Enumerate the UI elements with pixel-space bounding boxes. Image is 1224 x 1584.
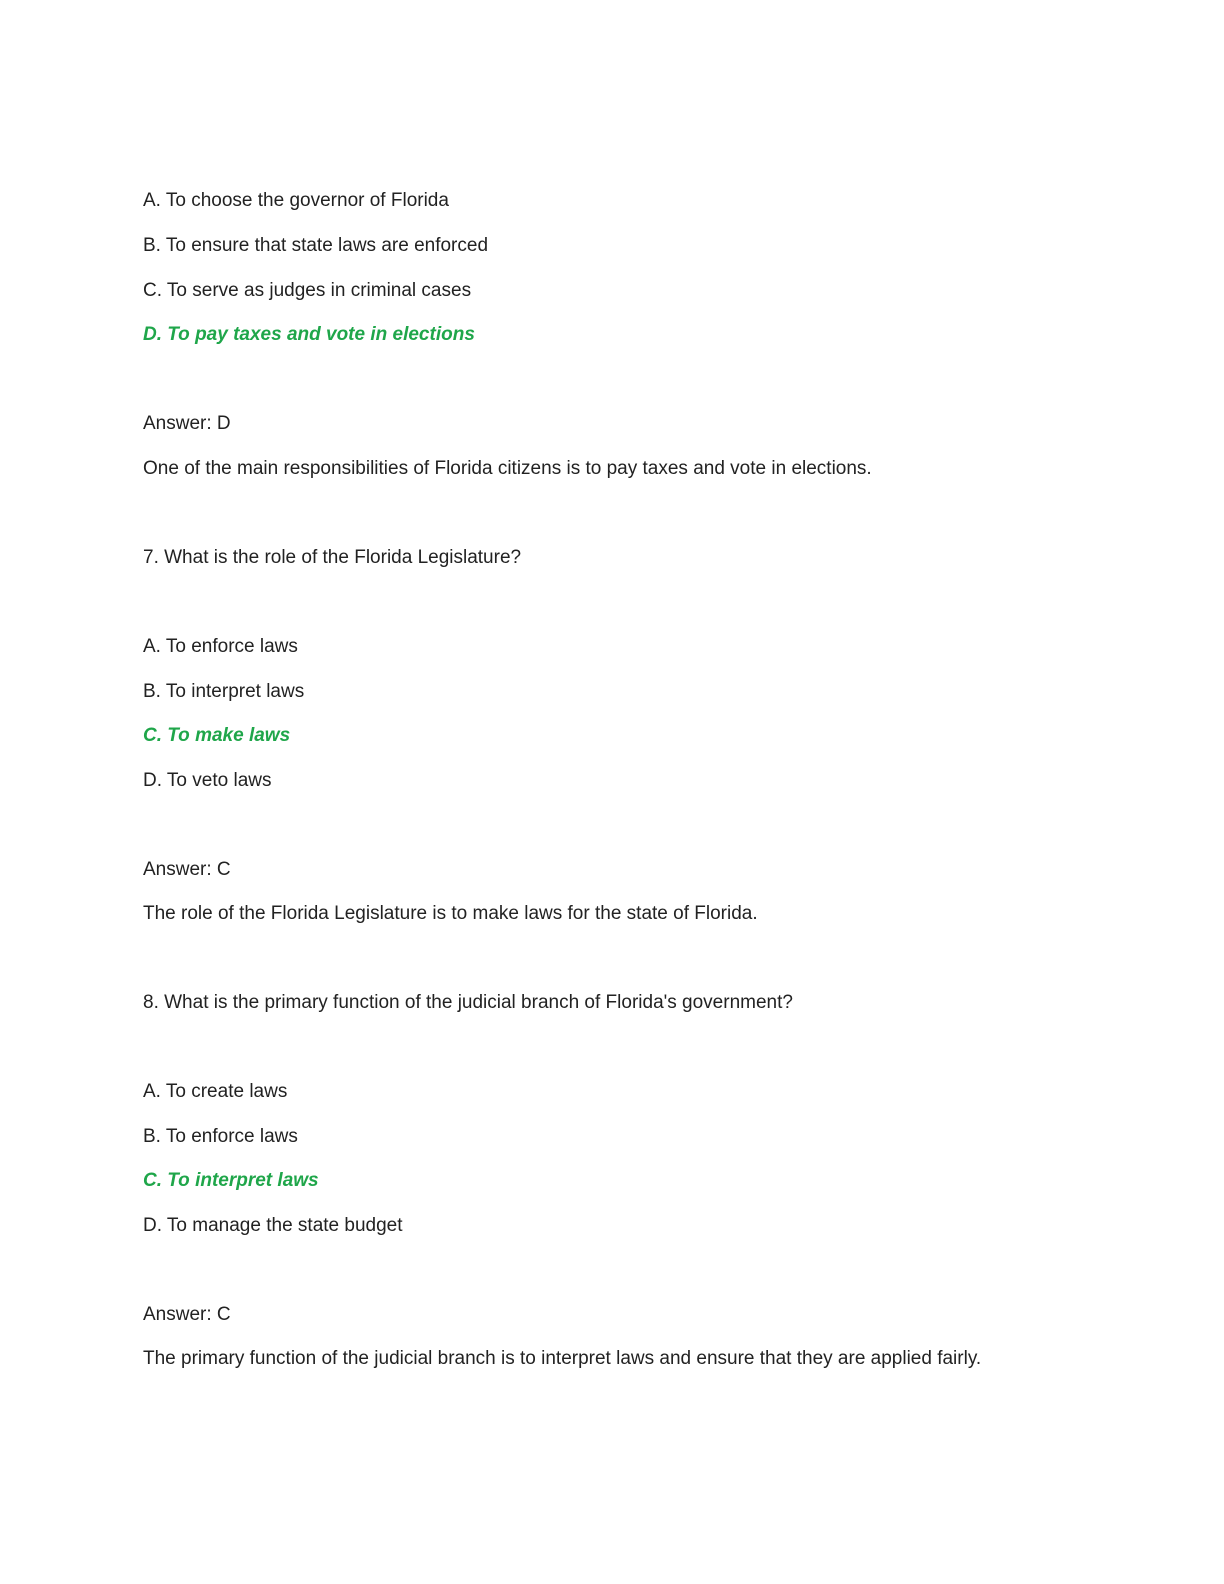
q8-option-c-correct: C. To interpret laws <box>143 1170 319 1191</box>
q8-option-a: A. To create laws <box>143 1081 288 1102</box>
q8-option-b: B. To enforce laws <box>143 1126 298 1147</box>
q7-option-b: B. To interpret laws <box>143 681 305 702</box>
q8-answer-label: Answer: C <box>143 1304 231 1325</box>
answer-explanation: One of the main responsibilities of Florida citizens is to pay taxes and vote in elections. <box>143 458 872 479</box>
option-a: A. To choose the governor of Florida <box>143 190 449 211</box>
q7-answer-label: Answer: C <box>143 859 231 880</box>
q7-option-a: A. To enforce laws <box>143 636 298 657</box>
q7-option-d: D. To veto laws <box>143 770 272 791</box>
q7-explanation: The role of the Florida Legislature is to make laws for the state of Florida. <box>143 903 758 924</box>
q8-explanation: The primary function of the judicial branch is to interpret laws and ensure that they are applied fairly. <box>143 1348 982 1369</box>
q8-option-d: D. To manage the state budget <box>143 1215 403 1236</box>
option-b: B. To ensure that state laws are enforced <box>143 235 489 256</box>
question-8: 8. What is the primary function of the judicial branch of Florida's government? <box>143 992 793 1013</box>
answer-label: Answer: D <box>143 413 231 434</box>
question-7: 7. What is the role of the Florida Legislature? <box>143 547 522 568</box>
q7-option-c-correct: C. To make laws <box>143 725 291 746</box>
option-c: C. To serve as judges in criminal cases <box>143 280 472 301</box>
option-d-correct: D. To pay taxes and vote in elections <box>143 324 475 345</box>
